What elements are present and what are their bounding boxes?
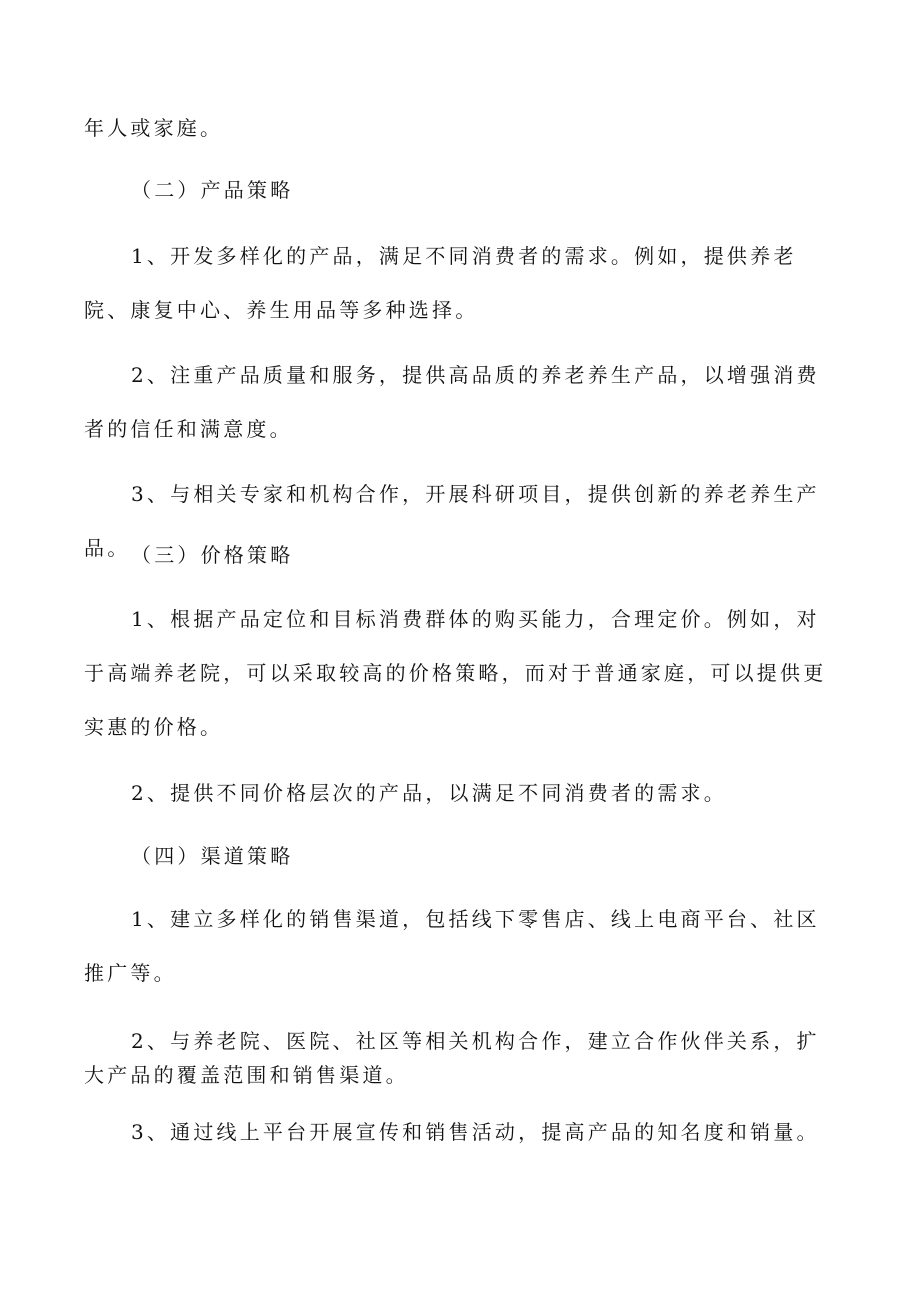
section-heading-channel-strategy: （四）渠道策略 <box>131 844 294 868</box>
paragraph-product-1: 1、开发多样化的产品，满足不同消费者的需求。例如，提供养老院、康复中心、养生用品等多种选择。 <box>84 244 797 322</box>
section-heading-product-strategy: （二）产品策略 <box>131 178 294 202</box>
paragraph-product-3: 3、与相关专家和机构合作，开展科研项目，提供创新的养老养生产品。 <box>84 482 820 560</box>
paragraph-price-2: 2、提供不同价格层次的产品，以满足不同消费者的需求。 <box>131 781 727 805</box>
paragraph-channel-1: 1、建立多样化的销售渠道，包括线下零售店、线上电商平台、社区推广等。 <box>84 907 820 985</box>
paragraph-continuation: 年人或家庭。 <box>84 116 224 140</box>
paragraph-channel-2: 2、与养老院、医院、社区等相关机构合作，建立合作伙伴关系，扩大产品的覆盖范围和销售渠道。 <box>84 1029 820 1087</box>
paragraph-price-1: 1、根据产品定位和目标消费群体的购买能力，合理定价。例如，对于高端养老院，可以采取较高的价格策略，而对于普通家庭，可以提供更实惠的价格。 <box>84 607 827 739</box>
section-heading-price-strategy: （三）价格策略 <box>131 543 294 567</box>
paragraph-channel-3: 3、通过线上平台开展宣传和销售活动，提高产品的知名度和销量。 <box>131 1120 820 1144</box>
paragraph-product-2: 2、注重产品质量和服务，提供高品质的养老养生产品，以增强消费者的信任和满意度。 <box>84 363 820 441</box>
